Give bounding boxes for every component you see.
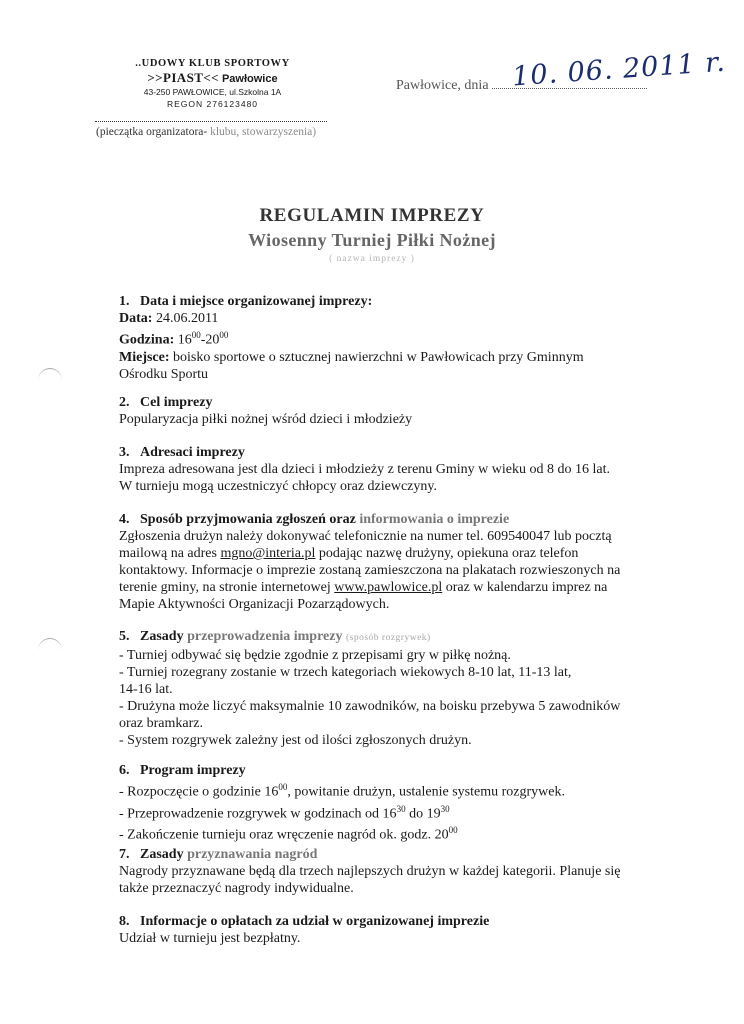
section-heading: 2. Cel imprezy (119, 395, 213, 410)
section-heading: 7. Zasady przyznawania nagród (119, 847, 318, 862)
email-link[interactable]: mgno@interia.pl (220, 546, 316, 561)
section-heading: 1. Data i miejsce organizowanej imprezy: (119, 294, 373, 309)
section-date-place (119, 293, 654, 383)
website-link[interactable]: www.pawlowice.pl (334, 580, 443, 595)
title-block (0, 204, 744, 266)
section-prizes (119, 846, 654, 897)
registration-text: Mapie Aktywności Organizacji Pozarządowych. (119, 597, 390, 612)
section-heading: 6. Program imprezy (119, 763, 246, 778)
event-name-caption: ( nazwa imprezy ) (329, 254, 415, 264)
section-heading: 8. Informacje o opłatach za udział w organizowanej imprezie (119, 914, 490, 929)
program-item: - Zakończenie turnieju oraz wręczenie nagród ok. godz. $20^{00}$ (119, 825, 458, 843)
handwritten-date: 10. 06. 2011 r. (511, 46, 727, 93)
section-program (119, 762, 654, 844)
rules-item: - Turniej rozegrany zostanie w trzech kategoriach wiekowych 8-10 lat, 11-13 lat, (119, 665, 572, 680)
event-date: Data: 24.06.2011 (119, 311, 219, 326)
registration-text: mailową na adres mgno@interia.pl podając nazwę drużyny, opiekuna oraz telefon (119, 546, 579, 561)
program-item: - Rozpoczęcie o godzinie $16^{00}$, powitanie drużyn, ustalenie systemu rozgrywek. (119, 782, 565, 800)
stamp-regon: REGON 276123480 (166, 99, 259, 109)
event-name: Wiosenny Turniej Piłki Nożnej (248, 230, 496, 250)
punch-hole-mark (38, 638, 62, 663)
rules-item: - Turniej odbywać się będzie zgodnie z przepisami gry w piłkę nożną. (119, 648, 511, 663)
rules-item: - Drużyna może liczyć maksymalnie 10 zawodników, na boisku przebywa 5 zawodników (119, 699, 621, 714)
section-heading: 5. Zasady przeprowadzenia imprezy (sposób rozgrywek) (119, 629, 431, 644)
audience-text: Impreza adresowana jest dla dzieci i młodzieży z terenu Gminy w wieku od 8 do 16 lat. (119, 462, 610, 477)
stamp-dotted-line (95, 121, 327, 122)
punch-hole-mark (38, 368, 62, 393)
registration-text: Zgłoszenia drużyn należy dokonywać telefonicznie na numer tel. 609540047 lub pocztą (119, 529, 612, 544)
prizes-text: także przeznaczyć nagrody indywidualne. (119, 881, 354, 896)
section-registration (119, 511, 654, 613)
rules-item: 14-16 lat. (119, 682, 173, 697)
program-item: - Przeprowadzenie rozgrywek w godzinach od $16^{30}$ do $19^{30}$ (119, 803, 450, 822)
fees-text: Udział w turnieju jest bezpłatny. (119, 931, 301, 946)
organizer-stamp (100, 56, 325, 111)
section-rules (119, 628, 654, 749)
section-audience (119, 444, 654, 495)
stamp-club-title: >>PIAST<< Pawłowice (147, 70, 278, 85)
rules-item: oraz bramkarz. (119, 716, 203, 731)
event-time: Godzina: $16^{00}-20^{00}$ (119, 330, 229, 348)
section-fees (119, 913, 654, 947)
stamp-caption: (pieczątka organizatora- klubu, stowarzyszenia) (96, 126, 317, 138)
event-place: Miejsce: boisko sportowe o sztucznej nawierzchni w Pawłowicach przy Gminnym (119, 349, 584, 365)
date-label: Pawłowice, dnia (396, 78, 489, 93)
registration-text: kontaktowy. Informacje o imprezie zostaną zamieszczona na plakatach rozwieszonych na (119, 563, 621, 578)
section-heading: 3. Adresaci imprezy (119, 445, 245, 460)
section-goal (119, 394, 654, 428)
event-place-cont: Ośrodku Sportu (119, 366, 209, 382)
audience-text: W turnieju mogą uczestniczyć chłopcy oraz dziewczyny. (119, 479, 437, 494)
goal-text: Popularyzacja piłki nożnej wśród dzieci i młodzieży (119, 412, 413, 427)
prizes-text: Nagrody przyznawane będą dla trzech najlepszych drużyn w każdej kategorii. Planuje się (119, 864, 621, 879)
document-title: REGULAMIN IMPREZY (259, 205, 485, 226)
section-heading: 4. Sposób przyjmowania zgłoszeń oraz informowania o imprezie (119, 512, 510, 527)
stamp-address: 43-250 PAWŁOWICE, ul.Szkolna 1A (143, 87, 282, 97)
stamp-club-name: ..UDOWY KLUB SPORTOWY (135, 58, 290, 69)
rules-item: - System rozgrywek zależny jest od ilości zgłoszonych drużyn. (119, 733, 472, 748)
registration-text: terenie gminy, na stronie internetowej www.pawlowice.pl oraz w kalendarzu imprez na (119, 580, 608, 595)
